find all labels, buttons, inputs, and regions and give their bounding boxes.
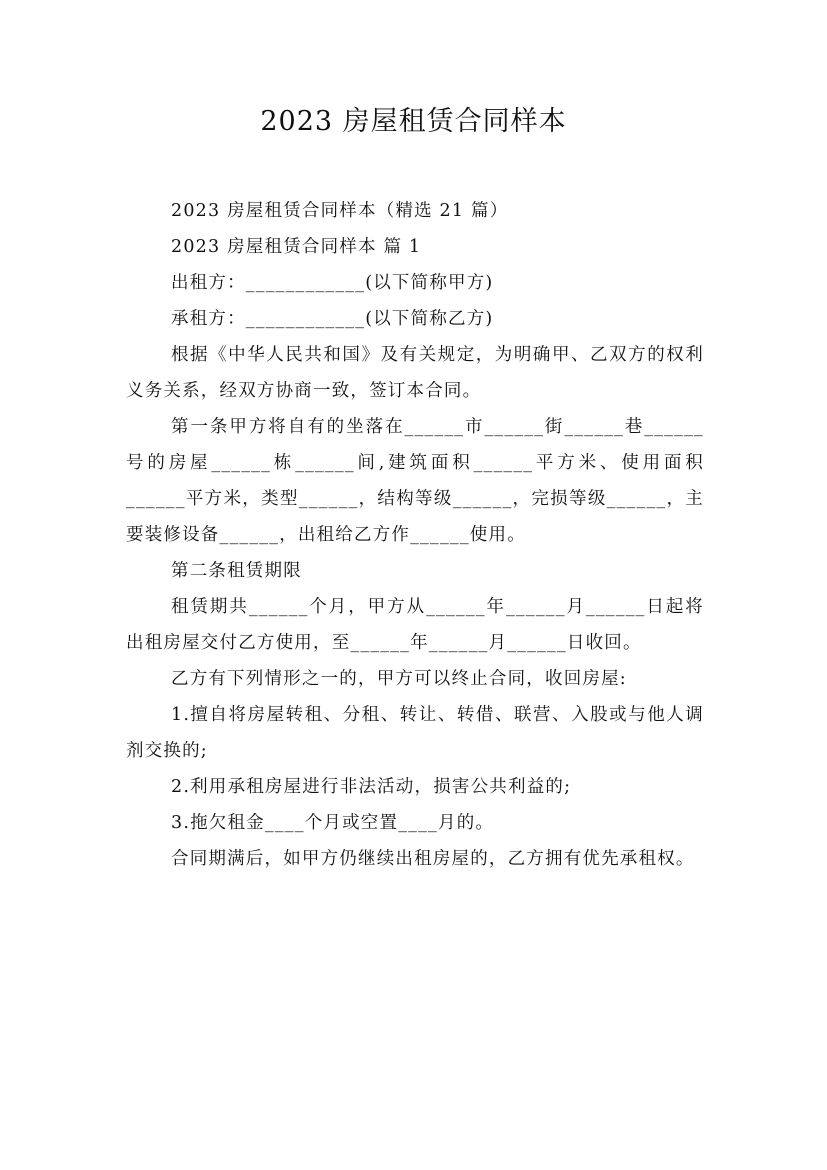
paragraph-condition-3: 3.拖欠租金____个月或空置____月的。	[171, 813, 495, 833]
paragraph-lessee: 承租方：____________(以下简称乙方)	[171, 309, 494, 329]
paragraph-renewal-priority: 合同期满后，如甲方仍继续出租房屋的，乙方拥有优先承租权。	[171, 849, 695, 869]
paragraph-preamble: 根据《中华人民共和国》及有关规定，为明确甲、乙双方的权利义务关系，经双方协商一致，签订本合同。	[126, 345, 704, 401]
paragraph-lessor: 出租方：____________(以下简称甲方)	[171, 273, 494, 293]
paragraph-condition-2: 2.利用承租房屋进行非法活动，损害公共利益的;	[171, 777, 572, 797]
paragraph-termination-conditions: 乙方有下列情形之一的，甲方可以终止合同，收回房屋:	[171, 669, 627, 689]
paragraph-article-2-heading: 第二条租赁期限	[171, 561, 302, 581]
paragraph-condition-1: 1.擅自将房屋转租、分租、转让、转借、联营、入股或与他人调剂交换的;	[126, 705, 704, 761]
document-body	[126, 193, 704, 877]
paragraph-section-heading: 2023 房屋租赁合同样本 篇 1	[171, 237, 422, 257]
paragraph-article-1: 第一条甲方将自有的坐落在______市______街______巷______号的房屋______栋______间,建筑面积______平方米、使用面积______平方米，类型______，结构等级______，完损等级______，主要装修设备______，出租给乙方作______使用。	[126, 417, 704, 545]
paragraph-lease-term: 租赁期共______个月，甲方从______年______月______日起将出租房屋交付乙方使用，至______年______月______日收回。	[126, 597, 704, 653]
document-title: 2023 房屋租赁合同样本	[260, 106, 567, 137]
paragraph-subtitle: 2023 房屋租赁合同样本（精选 21 篇）	[171, 201, 509, 221]
